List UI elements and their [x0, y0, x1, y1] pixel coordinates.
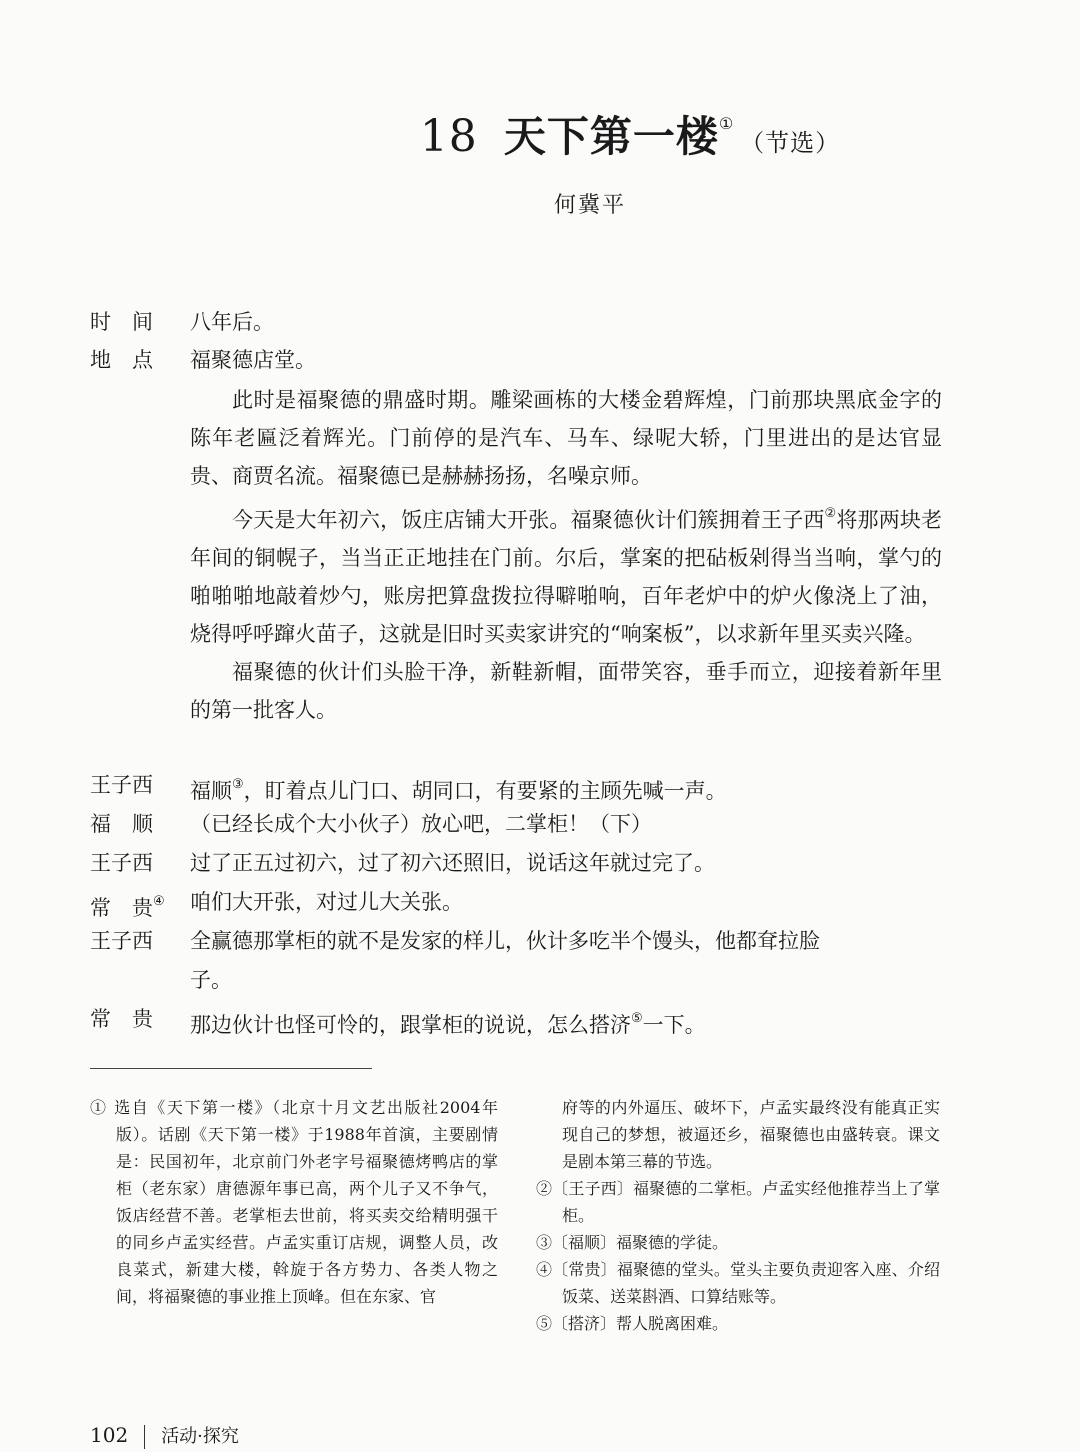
stage-paragraph: 此时是福聚德的鼎盛时期。雕梁画栋的大楼金碧辉煌，门前那块黑底金字的陈年老匾泛着辉光。门前停的是汽车、马车、绿呢大轿，门里进出的是达官显贵、商贾名流。福聚德已是赫赫扬扬，名噪京师。: [190, 388, 942, 488]
footnote-marker: ④: [153, 894, 165, 909]
speaker-label: 常 贵: [90, 1007, 153, 1031]
footnote-item: ②〔王子西〕福聚德的二掌柜。卢孟实经他推荐当上了掌柜。: [536, 1179, 940, 1225]
stage-paragraph: [190, 495, 942, 653]
line-text: 福聚德店堂。: [190, 348, 316, 372]
line-text: 过了正五过初六，过了初六还照旧，说话这年就过完了。: [190, 851, 715, 875]
footnote-item: ⑤〔搭济〕帮人脱离困难。: [536, 1314, 729, 1333]
speaker-label: [90, 883, 170, 927]
line-text: [190, 1000, 706, 1044]
speaker-name: 常 贵: [90, 896, 153, 920]
stage-paragraph: 福聚德的伙计们头脸干净，新鞋新帽，面带笑容，垂手而立，迎接着新年里的第一批客人。: [190, 660, 942, 722]
lesson-number: 18: [419, 111, 478, 162]
title-text: 天下第一楼: [503, 112, 719, 161]
footnote-item: ④〔常贵〕福聚德的堂头。堂头主要负责迎客入座、介绍饭菜、送菜斟酒、口算结账等。: [536, 1260, 940, 1306]
stage-text: 今天是大年初六，饭庄店铺大开张。福聚德伙计们簇拥着王子西: [232, 508, 825, 532]
line-text: 全赢德那掌柜的就不是发家的样儿，伙计多吃半个馒头，他都耷拉脸: [190, 929, 820, 953]
line-text-part: 福顺: [190, 779, 232, 803]
speaker-label: 王子西: [90, 773, 153, 797]
line-text: 咱们大开张，对过儿大关张。: [190, 890, 463, 914]
speaker-label: 王子西: [90, 929, 153, 953]
line-text: （已经长成个大小伙子）放心吧，二掌柜！（下）: [190, 812, 652, 836]
footnotes-right: [536, 1094, 940, 1337]
footnote-item: ① 选自《天下第一楼》（北京十月文艺出版社2004年版）。话剧《天下第一楼》于1988年首演，主要剧情是：民国初年，北京前门外老字号福聚德烤鸭店的掌柜（老东家）唐德源年事已高，两个儿子又不争气，饭店经营不善。老掌柜去世前，将买卖交给精明强干的同乡卢孟实经营。卢孟实重订店规，调整人员，改良菜式，新建大楼，斡旋于各方势力、各类人物之间，将福聚德的事业推上顶峰。但在东家、官: [90, 1098, 498, 1306]
page-title: [420, 104, 840, 164]
author: 何冀平: [553, 193, 626, 218]
line-text: [190, 766, 727, 810]
line-text-part: ，盯着点儿门口、胡同口，有要紧的主顾先喊一声。: [243, 779, 727, 803]
page-footer: [90, 1422, 239, 1449]
speaker-label: 福 顺: [90, 812, 153, 836]
section-name: 活动·探究: [161, 1426, 239, 1447]
footnote-marker: ③: [232, 777, 244, 792]
stage-text: 将那两块老年间的铜幌子，当当正正地挂在门前。尔后，掌案的把砧板剁得当当响，掌勺的啪啪啪地敲着炒勺，账房把算盘拨拉得噼啪响，百年老炉中的炉火像浇上了油，烧得呼呼蹿火苗子，这就是旧时买卖家讲究的“响案板”，以求新年里买卖兴隆。: [190, 508, 943, 646]
title-note: （节选）: [740, 129, 841, 157]
speaker-label: 王子西: [90, 851, 153, 875]
footnote-divider: [90, 1068, 372, 1069]
page-number: 102: [90, 1423, 129, 1447]
line-text-part: 一下。: [642, 1013, 706, 1037]
stage-directions: [190, 381, 942, 729]
footnote-item: ③〔福顺〕福聚德的学徒。: [536, 1233, 729, 1252]
line-text: 子。: [190, 968, 232, 992]
speaker-label: 时 间: [90, 310, 153, 334]
speaker-label: 地 点: [90, 348, 153, 372]
footnote-marker: ⑤: [631, 1011, 643, 1026]
footnote-marker: ②: [824, 506, 837, 521]
footer-divider: [144, 1425, 145, 1449]
footnotes-left: [90, 1094, 498, 1310]
title-block: [0, 104, 1080, 164]
line-text: 八年后。: [190, 310, 274, 334]
line-text-part: 那边伙计也怪可怜的，跟掌柜的说说，怎么搭济: [190, 1013, 631, 1037]
title-footnote-marker: ①: [718, 114, 735, 133]
footnote-continuation: 府等的内外逼压、破坏下，卢孟实最终没有能真正实现自己的梦想，被逼还乡，福聚德也由盛转衰。课文是剧本第三幕的节选。: [562, 1098, 940, 1171]
